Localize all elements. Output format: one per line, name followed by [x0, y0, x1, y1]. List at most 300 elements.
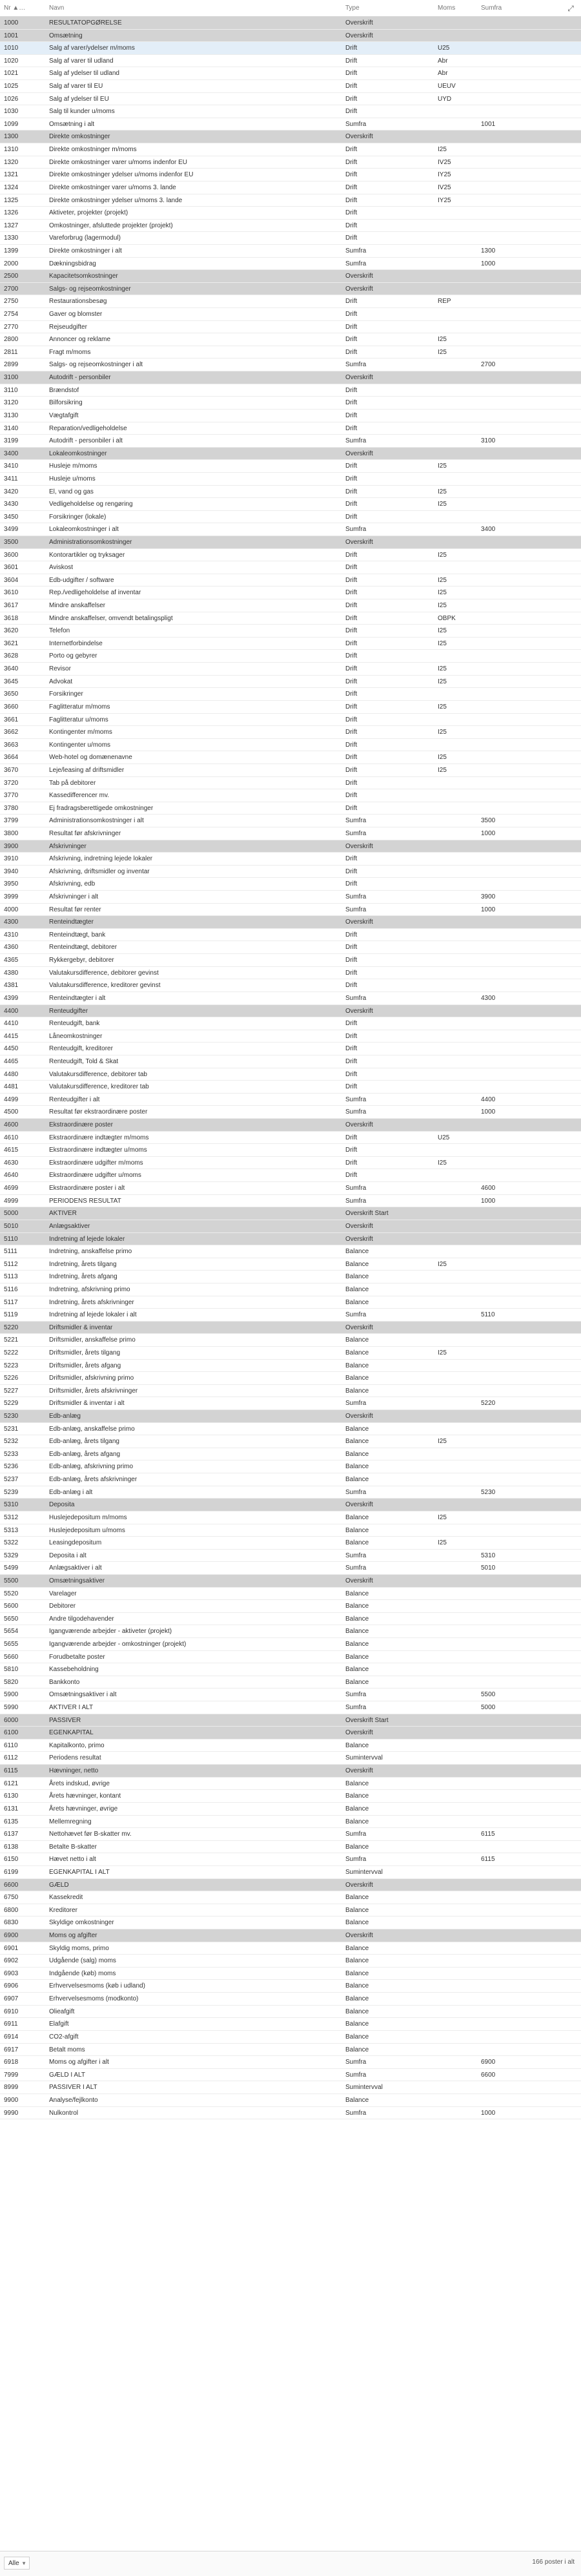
column-header-type[interactable]: Type: [345, 5, 360, 12]
cell-moms: [434, 536, 477, 548]
table-row[interactable]: [0, 1651, 581, 1664]
cell-nr: 5230: [4, 1413, 19, 1420]
table-row[interactable]: [0, 1701, 581, 1714]
cell-nr: 6600: [4, 1881, 19, 1889]
table-row[interactable]: [0, 143, 581, 156]
cell-moms: [434, 1904, 477, 1916]
table-row[interactable]: [0, 789, 581, 802]
table-row[interactable]: [0, 625, 581, 638]
cell-type: Drift: [345, 639, 358, 647]
cell-name: Renteindtægter i alt: [49, 994, 106, 1002]
table-row[interactable]: [0, 1360, 581, 1373]
table-row[interactable]: [0, 827, 581, 840]
table-row[interactable]: [0, 130, 581, 143]
cell-moms: [434, 789, 477, 802]
table-row[interactable]: [0, 701, 581, 714]
table-row[interactable]: [0, 1942, 581, 1955]
table-row[interactable]: [0, 1157, 581, 1170]
cell-moms: [434, 941, 477, 953]
table-row[interactable]: [0, 549, 581, 562]
cell-moms: REP: [438, 298, 451, 306]
table-row[interactable]: [0, 1055, 581, 1068]
table-row[interactable]: [0, 232, 581, 245]
cell-name: Moms og afgifter i alt: [49, 2059, 109, 2066]
cell-nr: 6830: [4, 1919, 19, 1927]
expand-icon[interactable]: ⤢: [567, 4, 574, 13]
cell-nr: 3940: [4, 867, 19, 875]
cell-moms: [434, 1334, 477, 1346]
cell-name: Salg af varer til EU: [49, 83, 103, 90]
table-row[interactable]: [0, 118, 581, 131]
cell-nr: 1000: [4, 19, 19, 26]
table-row[interactable]: [0, 916, 581, 929]
column-header-moms[interactable]: Moms: [438, 5, 456, 12]
table-row[interactable]: [0, 523, 581, 536]
table-row[interactable]: [0, 1904, 581, 1917]
table-row[interactable]: [0, 802, 581, 815]
table-row[interactable]: [0, 1081, 581, 1094]
cell-name: Direkte omkostninger ydelser u/moms indenfor EU: [49, 171, 194, 179]
table-row[interactable]: [0, 688, 581, 701]
cell-name: Fragt m/moms: [49, 348, 91, 356]
table-row[interactable]: [0, 751, 581, 764]
table-row[interactable]: [0, 245, 581, 258]
cell-nr: 1327: [4, 222, 19, 229]
table-row[interactable]: [0, 17, 581, 30]
table-row[interactable]: [0, 1017, 581, 1030]
cell-name: Lokaleomkostninger i alt: [49, 526, 119, 534]
cell-nr: 3780: [4, 804, 19, 812]
table-row[interactable]: [0, 638, 581, 650]
table-row[interactable]: [0, 2056, 581, 2069]
cell-type: Drift: [345, 931, 358, 939]
cell-name: GÆLD: [49, 1881, 69, 1889]
table-row[interactable]: [0, 1727, 581, 1740]
table-row[interactable]: [0, 1410, 581, 1423]
table-row[interactable]: [0, 764, 581, 777]
table-row[interactable]: [0, 2069, 581, 2082]
table-row[interactable]: [0, 1220, 581, 1233]
table-row[interactable]: [0, 1803, 581, 1816]
table-row[interactable]: [0, 676, 581, 689]
cell-sumfra: [477, 1904, 581, 1916]
table-row[interactable]: [0, 777, 581, 790]
table-row[interactable]: [0, 1980, 581, 1993]
table-row[interactable]: [0, 853, 581, 866]
cell-type: Sumfra: [345, 437, 367, 445]
cell-sumfra: [477, 1891, 581, 1904]
table-row[interactable]: [0, 1752, 581, 1765]
table-row[interactable]: [0, 587, 581, 599]
table-row[interactable]: [0, 511, 581, 524]
cell-nr: 3600: [4, 551, 19, 559]
table-row[interactable]: [0, 1132, 581, 1145]
cell-sumfra: [477, 1600, 581, 1612]
table-row[interactable]: [0, 1891, 581, 1904]
table-row[interactable]: [0, 904, 581, 917]
table-row[interactable]: [0, 1929, 581, 1942]
table-row[interactable]: [0, 1778, 581, 1791]
cell-type: Balance: [345, 1362, 369, 1369]
cell-type: Drift: [345, 779, 358, 787]
table-row[interactable]: [0, 486, 581, 499]
cell-nr: 5231: [4, 1425, 19, 1433]
table-row[interactable]: [0, 1283, 581, 1296]
table-row[interactable]: [0, 1258, 581, 1271]
table-row[interactable]: [0, 156, 581, 169]
table-row[interactable]: [0, 1600, 581, 1613]
cell-moms: [434, 853, 477, 865]
cell-nr: 5237: [4, 1476, 19, 1484]
cell-nr: 1001: [4, 32, 19, 39]
cell-name: Skyldig moms, primo: [49, 1944, 109, 1952]
table-row[interactable]: [0, 954, 581, 967]
cell-nr: 4640: [4, 1172, 19, 1179]
cell-name: Valutakursdifference, debitorer gevinst: [49, 969, 159, 977]
table-row[interactable]: [0, 435, 581, 448]
table-row[interactable]: [0, 1853, 581, 1866]
cell-nr: 5520: [4, 1590, 19, 1597]
table-row[interactable]: [0, 1499, 581, 1511]
cell-sumfra: [477, 1651, 581, 1663]
table-row[interactable]: [0, 397, 581, 410]
table-row[interactable]: [0, 333, 581, 346]
table-row[interactable]: [0, 1524, 581, 1537]
cell-nr: 1321: [4, 171, 19, 179]
table-row[interactable]: [0, 1423, 581, 1436]
table-row[interactable]: [0, 346, 581, 359]
table-row[interactable]: [0, 1397, 581, 1410]
cell-name: Driftsmidler & inventar i alt: [49, 1400, 125, 1407]
table-row[interactable]: [0, 93, 581, 106]
cell-name: Edb-udgifter / software: [49, 576, 114, 584]
cell-type: Sumfra: [345, 2109, 367, 2117]
cell-nr: 6800: [4, 1906, 19, 1914]
table-row[interactable]: [0, 1625, 581, 1638]
cell-moms: [434, 1473, 477, 1486]
table-row[interactable]: [0, 2094, 581, 2107]
table-row[interactable]: [0, 1271, 581, 1283]
table-row[interactable]: [0, 1638, 581, 1651]
cell-nr: 4999: [4, 1197, 19, 1205]
cell-nr: 4381: [4, 982, 19, 990]
cell-nr: 4499: [4, 1096, 19, 1103]
table-row[interactable]: [0, 979, 581, 992]
table-row[interactable]: [0, 460, 581, 473]
cell-sumfra: [477, 1233, 581, 1245]
cell-sumfra: [477, 650, 581, 662]
table-row[interactable]: [0, 410, 581, 422]
cell-sumfra: [477, 549, 581, 561]
table-row[interactable]: [0, 220, 581, 233]
table-row[interactable]: [0, 929, 581, 942]
table-row[interactable]: [0, 1182, 581, 1195]
table-row[interactable]: [0, 2018, 581, 2031]
table-row[interactable]: [0, 1676, 581, 1689]
table-row[interactable]: [0, 42, 581, 55]
cell-sumfra: [477, 2044, 581, 2056]
table-row[interactable]: [0, 1816, 581, 1829]
cell-nr: 5660: [4, 1653, 19, 1661]
table-row[interactable]: [0, 1347, 581, 1360]
cell-moms: [434, 561, 477, 574]
table-row[interactable]: [0, 422, 581, 435]
cell-moms: [434, 1790, 477, 1802]
table-row[interactable]: [0, 1296, 581, 1309]
table-row[interactable]: [0, 1106, 581, 1119]
cell-sumfra: [477, 1841, 581, 1853]
cell-sumfra: [477, 17, 581, 29]
table-row[interactable]: [0, 498, 581, 511]
cell-type: Balance: [345, 1628, 369, 1636]
cell-type: Sumfra: [345, 906, 367, 913]
cell-type: Overskrift: [345, 919, 373, 926]
cell-nr: 5312: [4, 1513, 19, 1521]
table-row[interactable]: [0, 1334, 581, 1347]
cell-type: Drift: [345, 222, 358, 229]
table-row[interactable]: [0, 283, 581, 296]
table-row[interactable]: [0, 30, 581, 43]
cell-sumfra: 4400: [481, 1096, 496, 1103]
table-row[interactable]: [0, 105, 581, 118]
table-row[interactable]: [0, 941, 581, 954]
table-row[interactable]: [0, 295, 581, 308]
table-row[interactable]: [0, 1613, 581, 1626]
table-row[interactable]: [0, 612, 581, 625]
table-row[interactable]: [0, 663, 581, 676]
table-row[interactable]: [0, 650, 581, 663]
cell-sumfra: [477, 194, 581, 207]
table-row[interactable]: [0, 207, 581, 220]
table-row[interactable]: [0, 1486, 581, 1499]
table-row[interactable]: [0, 840, 581, 853]
table-row[interactable]: [0, 308, 581, 321]
cell-type: Sumfra: [345, 1197, 367, 1205]
table-row[interactable]: [0, 2006, 581, 2019]
table-row[interactable]: [0, 878, 581, 891]
table-row[interactable]: [0, 1043, 581, 1055]
table-row[interactable]: [0, 194, 581, 207]
cell-type: Balance: [345, 2096, 369, 2104]
cell-type: Drift: [345, 589, 358, 597]
cell-moms: [434, 1119, 477, 1131]
cell-nr: 5650: [4, 1615, 19, 1623]
table-row[interactable]: [0, 473, 581, 486]
table-row[interactable]: [0, 371, 581, 384]
cell-moms: [434, 1613, 477, 1625]
cell-moms: Abr: [438, 70, 448, 78]
cell-type: Drift: [345, 146, 358, 154]
table-row[interactable]: [0, 2081, 581, 2094]
cell-sumfra: [477, 143, 581, 156]
cell-type: Balance: [345, 1375, 369, 1382]
table-row[interactable]: [0, 1955, 581, 1968]
cell-moms: [434, 1866, 477, 1878]
cell-sumfra: [477, 1030, 581, 1043]
table-row[interactable]: [0, 1841, 581, 1854]
cell-type: Sumfra: [345, 247, 367, 254]
table-row[interactable]: [0, 1537, 581, 1550]
cell-sumfra: 6600: [481, 2071, 496, 2079]
table-row[interactable]: [0, 1562, 581, 1575]
cell-nr: 9990: [4, 2109, 19, 2117]
cell-type: Sumfra: [345, 817, 367, 825]
cell-name: AKTIVER: [49, 1210, 77, 1218]
cell-type: Drift: [345, 399, 358, 407]
table-row[interactable]: [0, 1435, 581, 1448]
table-row[interactable]: [0, 1245, 581, 1258]
cell-sumfra: [477, 1448, 581, 1460]
table-row[interactable]: [0, 1550, 581, 1563]
cell-sumfra: [477, 1638, 581, 1650]
cell-sumfra: 3900: [481, 893, 496, 901]
cell-moms: I25: [438, 1260, 447, 1268]
table-row[interactable]: [0, 561, 581, 574]
cell-name: Kassekredit: [49, 1894, 83, 1902]
table-row[interactable]: [0, 1233, 581, 1246]
cell-moms: I25: [438, 1513, 447, 1521]
cell-sumfra: [477, 1588, 581, 1600]
table-row[interactable]: [0, 1460, 581, 1473]
table-row[interactable]: [0, 2031, 581, 2044]
table-row[interactable]: [0, 448, 581, 461]
table-row[interactable]: [0, 866, 581, 878]
cell-name: Resultat før renter: [49, 906, 101, 913]
table-row[interactable]: [0, 1575, 581, 1588]
cell-moms: [434, 371, 477, 384]
cell-sumfra: 5220: [481, 1400, 496, 1407]
table-row[interactable]: [0, 815, 581, 827]
cell-name: Brændstof: [49, 386, 79, 394]
cell-type: Sumintervval: [345, 1868, 383, 1876]
cell-type: Drift: [345, 488, 358, 495]
table-row[interactable]: [0, 1663, 581, 1676]
table-row[interactable]: [0, 2107, 581, 2120]
cell-sumfra: [477, 1727, 581, 1739]
table-row[interactable]: [0, 1879, 581, 1892]
cell-sumfra: [477, 169, 581, 181]
table-row[interactable]: [0, 1309, 581, 1322]
table-row[interactable]: [0, 1119, 581, 1132]
table-row[interactable]: [0, 1094, 581, 1106]
column-header-sumfra[interactable]: Sumfra: [481, 5, 502, 12]
cell-name: Mellemregning: [49, 1818, 92, 1825]
cell-moms: [434, 1486, 477, 1499]
column-header-nr[interactable]: Nr ▲…: [4, 5, 26, 12]
cell-sumfra: [477, 941, 581, 953]
table-row[interactable]: [0, 1068, 581, 1081]
cell-sumfra: [477, 1271, 581, 1283]
table-row[interactable]: [0, 1993, 581, 2006]
table-row[interactable]: [0, 1688, 581, 1701]
cell-sumfra: [477, 220, 581, 232]
table-row[interactable]: [0, 1322, 581, 1335]
cell-name: Autodrift - personbiler: [49, 374, 111, 382]
table-row[interactable]: [0, 1169, 581, 1182]
table-row[interactable]: [0, 1511, 581, 1524]
cell-moms: [434, 1663, 477, 1676]
table-row[interactable]: [0, 67, 581, 80]
cell-nr: 3640: [4, 665, 19, 673]
column-header-name[interactable]: Navn: [49, 5, 65, 12]
table-row[interactable]: [0, 1195, 581, 1208]
table-row[interactable]: [0, 891, 581, 904]
table-row[interactable]: [0, 599, 581, 612]
cell-moms: [434, 1778, 477, 1790]
cell-nr: 5310: [4, 1501, 19, 1509]
table-row[interactable]: [0, 55, 581, 68]
table-row[interactable]: [0, 1030, 581, 1043]
cell-name: Kassebeholdning: [49, 1666, 99, 1674]
table-row[interactable]: [0, 536, 581, 549]
table-row[interactable]: [0, 1828, 581, 1841]
table-row[interactable]: [0, 1448, 581, 1461]
cell-type: Balance: [345, 1463, 369, 1471]
cell-type: Drift: [345, 183, 358, 191]
cell-name: Vedligeholdelse og rengøring: [49, 501, 133, 508]
table-row[interactable]: [0, 1740, 581, 1752]
cell-name: Forudbetalte poster: [49, 1653, 105, 1661]
cell-sumfra: [477, 1322, 581, 1334]
cell-name: Valutakursdifference, kreditorer tab: [49, 1083, 149, 1091]
table-row[interactable]: [0, 726, 581, 739]
table-row[interactable]: [0, 1372, 581, 1385]
cell-name: Årets hævninger, kontant: [49, 1792, 121, 1800]
table-row[interactable]: [0, 1385, 581, 1398]
table-row[interactable]: [0, 992, 581, 1005]
cell-sumfra: 1001: [481, 120, 496, 128]
cell-nr: 4415: [4, 1032, 19, 1040]
table-row[interactable]: [0, 574, 581, 587]
table-row[interactable]: [0, 384, 581, 397]
cell-sumfra: 5310: [481, 1552, 496, 1559]
table-row[interactable]: [0, 714, 581, 727]
cell-sumfra: [477, 473, 581, 485]
table-row[interactable]: [0, 258, 581, 271]
table-row[interactable]: [0, 270, 581, 283]
table-row[interactable]: [0, 1916, 581, 1929]
cell-sumfra: 6115: [481, 1831, 495, 1838]
table-row[interactable]: [0, 1790, 581, 1803]
cell-type: Overskrift: [345, 1324, 373, 1331]
cell-sumfra: [477, 1360, 581, 1372]
table-row[interactable]: [0, 80, 581, 93]
table-row[interactable]: [0, 1005, 581, 1018]
table-row[interactable]: [0, 1207, 581, 1220]
cell-sumfra: [477, 1119, 581, 1131]
table-row[interactable]: [0, 967, 581, 980]
cell-sumfra: 3400: [481, 526, 496, 534]
table-row[interactable]: [0, 358, 581, 371]
table-row[interactable]: [0, 1473, 581, 1486]
table-row[interactable]: [0, 1588, 581, 1601]
table-row[interactable]: [0, 1765, 581, 1778]
cell-moms: Abr: [438, 57, 448, 65]
table-row[interactable]: [0, 739, 581, 752]
table-row[interactable]: [0, 321, 581, 334]
filter-select[interactable]: [4, 2557, 30, 2570]
cell-type: Drift: [345, 57, 358, 65]
table-row[interactable]: [0, 1144, 581, 1157]
table-row[interactable]: [0, 1714, 581, 1727]
table-row[interactable]: [0, 1866, 581, 1879]
table-row[interactable]: [0, 2044, 581, 2057]
cell-moms: [434, 130, 477, 143]
table-row[interactable]: [0, 1968, 581, 1980]
table-row[interactable]: [0, 169, 581, 182]
cell-nr: 1310: [4, 146, 19, 154]
table-row[interactable]: [0, 182, 581, 194]
